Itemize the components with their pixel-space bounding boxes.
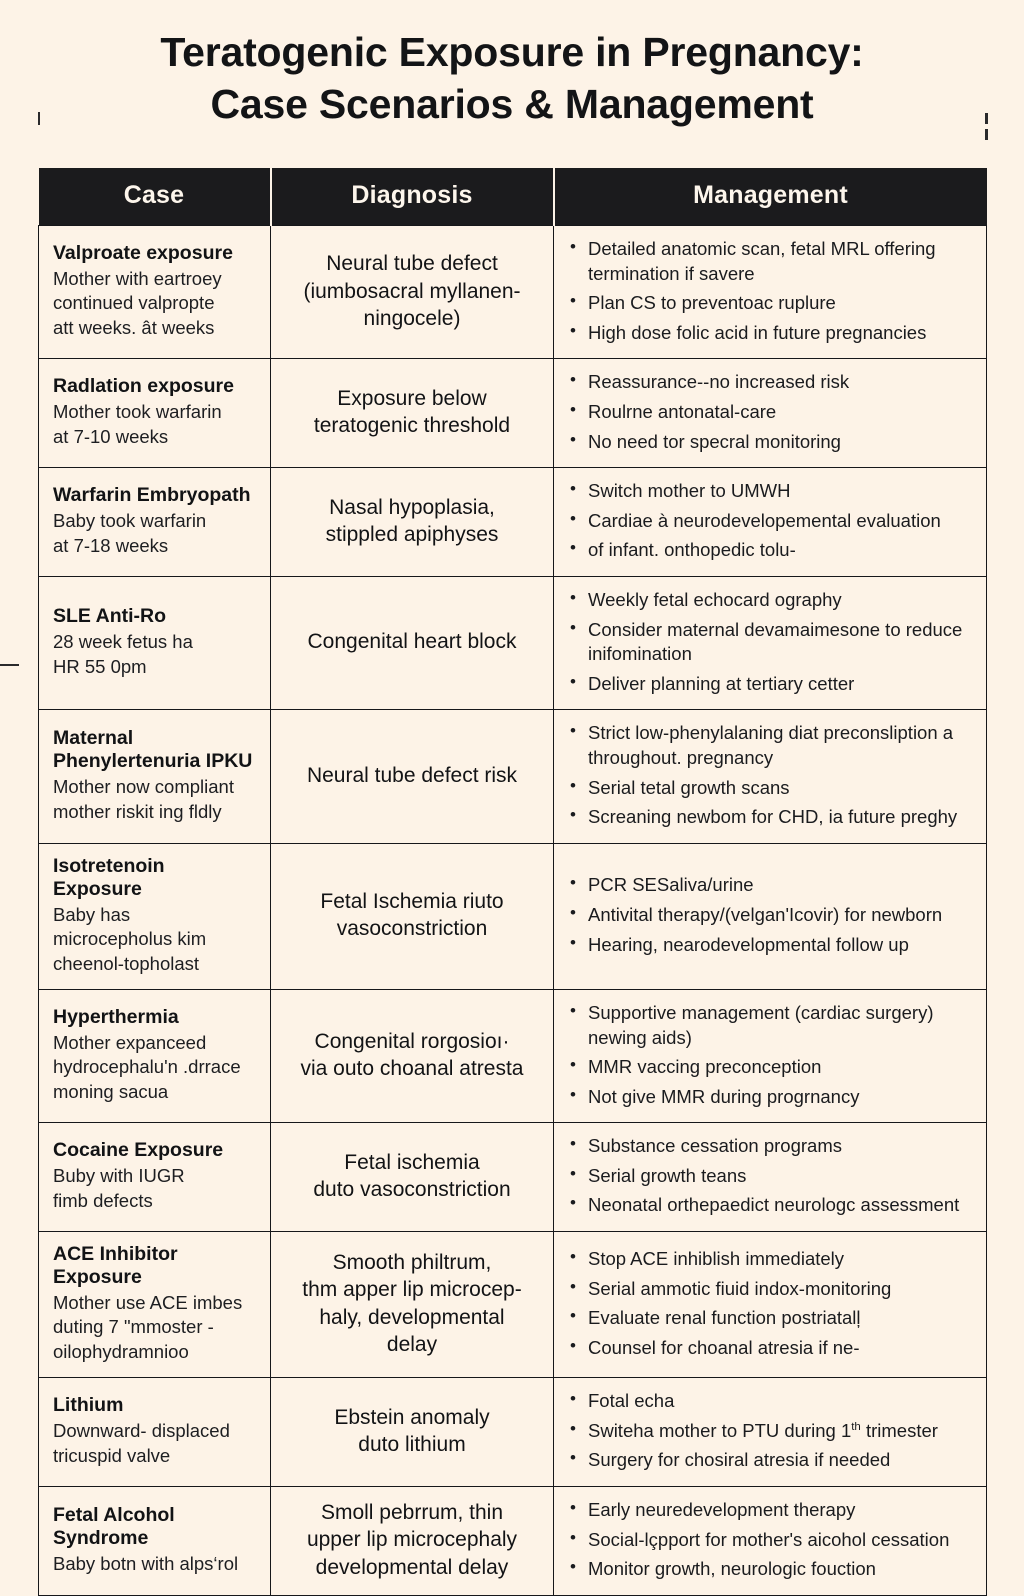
cell-management bbox=[554, 989, 987, 1122]
table-header bbox=[39, 168, 987, 226]
management-list bbox=[568, 237, 978, 345]
table-row bbox=[39, 226, 987, 359]
cell-case bbox=[39, 989, 271, 1122]
management-item: • Substance cessation programs bbox=[568, 1134, 978, 1159]
case-title: SLE Anti-Ro bbox=[53, 605, 167, 628]
table-row bbox=[39, 1232, 987, 1378]
management-item: • Reassurance--no increased risk bbox=[568, 370, 978, 395]
case-detail: 28 week fetus ha HR 55 0pm bbox=[53, 631, 193, 677]
cell-management bbox=[554, 1123, 987, 1232]
table-row bbox=[39, 843, 987, 989]
case-detail: Mother now compliant mother riskit ing fldly bbox=[53, 776, 234, 822]
diagnosis-text: Exposure below teratogenic threshold bbox=[313, 386, 511, 438]
management-item: • Fotal echa bbox=[568, 1389, 978, 1414]
diagnosis-text: Ebstein anomaly duto lithium bbox=[334, 1405, 490, 1457]
case-title: ACE Inhibitor Exposure bbox=[53, 1243, 178, 1289]
management-item: • Supportive management (cardiac surgery) newing aids) bbox=[568, 1001, 978, 1050]
management-item: • MMR vaccing preconception bbox=[568, 1055, 978, 1080]
column-header-management: Management bbox=[554, 168, 987, 226]
management-item: • Early neuredevelopment therapy bbox=[568, 1498, 978, 1523]
management-item: • Monitor growth, neurologic fouction bbox=[568, 1557, 978, 1582]
management-item: • Switch mother to UMWH bbox=[568, 479, 978, 504]
case-title: Cocaine Exposure bbox=[53, 1139, 224, 1162]
diagnosis-text: Fetal Ischemia riuto vasoconstriction bbox=[320, 890, 504, 941]
management-item: • Switeha mother to PTU during 1th trimester bbox=[568, 1419, 978, 1444]
teratogen-table bbox=[38, 168, 987, 1596]
cell-management bbox=[554, 1487, 987, 1596]
management-item: • Neonatal orthepaedict neurologc assessment bbox=[568, 1193, 978, 1218]
cell-management bbox=[554, 226, 987, 359]
cell-case bbox=[39, 576, 271, 709]
page-title-line-2: Case Scenarios & Management bbox=[210, 81, 814, 128]
management-list bbox=[568, 873, 978, 957]
management-item: • Serial growth teans bbox=[568, 1164, 978, 1189]
management-item: • PCR SESaliva/urine bbox=[568, 873, 978, 898]
case-detail: Mother with eartroey continued valpropte att weeks. ât weeks bbox=[53, 268, 222, 338]
diagnosis-text: Neural tube defect risk bbox=[306, 763, 518, 787]
cell-case bbox=[39, 1123, 271, 1232]
cell-diagnosis bbox=[271, 1123, 554, 1232]
management-item: • Cardiae à neurodevelopemental evaluation bbox=[568, 509, 978, 534]
cell-case bbox=[39, 710, 271, 843]
column-header-diagnosis: Diagnosis bbox=[271, 168, 554, 226]
scan-artifact-left-tick bbox=[38, 112, 40, 125]
management-item: • Stop ACE inhiblish immediately bbox=[568, 1247, 978, 1272]
cell-case bbox=[39, 843, 271, 989]
management-item: • No need tor specral monitoring bbox=[568, 430, 978, 455]
cell-case bbox=[39, 1487, 271, 1596]
management-item: • Roulrne antonatal-care bbox=[568, 400, 978, 425]
management-item: • High dose folic acid in future pregnancies bbox=[568, 321, 978, 346]
diagnosis-text: Congenital rorgosioı· via outo choanal atresta bbox=[300, 1029, 524, 1081]
management-item: • Deliver planning at tertiary cetter bbox=[568, 672, 978, 697]
cell-management bbox=[554, 576, 987, 709]
management-list bbox=[568, 588, 978, 696]
management-item: • Hearing, nearodevelopmental follow up bbox=[568, 933, 978, 958]
scan-artifact-left-dash bbox=[0, 664, 19, 666]
cell-diagnosis bbox=[271, 1232, 554, 1378]
management-item: • of infant. onthopedic tolu- bbox=[568, 538, 978, 563]
management-item: • Plan CS to preventoac ruplure bbox=[568, 291, 978, 316]
cell-diagnosis bbox=[271, 359, 554, 468]
page-title bbox=[0, 0, 1024, 145]
cell-management bbox=[554, 1232, 987, 1378]
case-title: Isotretenoin Exposure bbox=[53, 854, 165, 900]
table-row bbox=[39, 1378, 987, 1487]
management-item: • Serial ammotic fiuid indox-monitoring bbox=[568, 1277, 978, 1302]
diagnosis-text: Congenital heart block bbox=[307, 630, 517, 654]
cell-diagnosis bbox=[271, 710, 554, 843]
management-item: • Antivital therapy/(velgan'Icovir) for newborn bbox=[568, 903, 978, 928]
management-item: • Screaning newbom for CHD, ia future preghy bbox=[568, 805, 978, 830]
case-detail: Buby with IUGR fimb defects bbox=[53, 1165, 185, 1211]
case-title: Hyperthermia bbox=[53, 1005, 179, 1028]
management-list bbox=[568, 1134, 978, 1218]
table-row bbox=[39, 359, 987, 468]
scan-artifact-right-tick-1 bbox=[985, 113, 988, 124]
table-row bbox=[39, 989, 987, 1122]
case-detail: Baby botn with alps‘rol bbox=[53, 1552, 239, 1574]
management-item: • Social-lçpport for mother's aicohol cessation bbox=[568, 1528, 978, 1553]
table-row bbox=[39, 576, 987, 709]
diagnosis-text: Nasal hypoplasia, stippled apiphyses bbox=[325, 495, 499, 547]
cell-diagnosis bbox=[271, 1378, 554, 1487]
management-item: • Not give MMR during progrnancy bbox=[568, 1085, 978, 1110]
scan-artifact-right-tick-2 bbox=[985, 129, 988, 140]
cell-case bbox=[39, 1378, 271, 1487]
management-item: • Counsel for choanal atresia if ne- bbox=[568, 1336, 978, 1361]
cell-case bbox=[39, 1232, 271, 1378]
page-title-line-1: Teratogenic Exposure in Pregnancy: bbox=[160, 29, 864, 75]
case-detail: Baby took warfarin at 7-18 weeks bbox=[53, 510, 207, 556]
cell-diagnosis bbox=[271, 576, 554, 709]
cell-case bbox=[39, 359, 271, 468]
cell-case bbox=[39, 226, 271, 359]
case-title: Lithium bbox=[53, 1394, 124, 1417]
case-detail: Baby has microcepholus kim cheenol-topholast bbox=[53, 903, 207, 974]
cell-diagnosis bbox=[271, 843, 554, 989]
case-title: Maternal Phenylertenuria IPKU bbox=[53, 727, 253, 773]
management-list bbox=[568, 479, 978, 563]
management-list bbox=[568, 1247, 978, 1360]
cell-management bbox=[554, 1378, 987, 1487]
management-list bbox=[568, 1498, 978, 1582]
table-row bbox=[39, 468, 987, 577]
case-detail: Downward- displaced tricuspid valve bbox=[53, 1420, 230, 1466]
management-item: • Strict low-phenylalaning diat preconsliption a throughout. pregnancy bbox=[568, 721, 978, 770]
management-item: • Weekly fetal echocard ography bbox=[568, 588, 978, 613]
case-title: Warfarin Embryopath bbox=[53, 484, 251, 507]
cell-diagnosis bbox=[271, 989, 554, 1122]
cell-case bbox=[39, 468, 271, 577]
case-detail: Mother use ACE imbes duting 7 "mmoster - oilophydramnioo bbox=[53, 1292, 243, 1362]
case-detail: Mother took warfarin at 7-10 weeks bbox=[53, 401, 222, 447]
management-item: • Serial tetal growth scans bbox=[568, 776, 978, 801]
table-header-row bbox=[39, 168, 987, 226]
management-item: • Detailed anatomic scan, fetal MRL offering termination if savere bbox=[568, 237, 978, 286]
management-item: • Surgery for chosiral atresia if needed bbox=[568, 1448, 978, 1473]
table-row bbox=[39, 1487, 987, 1596]
cell-management bbox=[554, 468, 987, 577]
diagnosis-text: Smoll pebrrum, thin upper lip microcephaly developmental delay bbox=[306, 1501, 518, 1579]
table-body bbox=[39, 226, 987, 1596]
cell-diagnosis bbox=[271, 226, 554, 359]
management-list bbox=[568, 370, 978, 454]
teratogen-table-container bbox=[38, 168, 986, 1596]
diagnosis-text: Neural tube defect (iumbosacral myllanen- ningocele) bbox=[303, 252, 521, 330]
diagnosis-text: Smooth philtrum, thm apper lip microcep- haly, developmental delay bbox=[302, 1251, 522, 1356]
case-title: Valproate exposure bbox=[53, 242, 233, 265]
table-row bbox=[39, 1123, 987, 1232]
cell-diagnosis bbox=[271, 1487, 554, 1596]
case-detail: Mother expanceed hydrocephalu'n .drrace moning sacua bbox=[53, 1031, 241, 1102]
diagnosis-text: Fetal ischemia duto vasoconstriction bbox=[313, 1150, 511, 1202]
cell-management bbox=[554, 710, 987, 843]
cell-management bbox=[554, 359, 987, 468]
cell-diagnosis bbox=[271, 468, 554, 577]
table-row bbox=[39, 710, 987, 843]
management-list bbox=[568, 1389, 978, 1473]
management-list bbox=[568, 721, 978, 829]
case-title: Fetal Alcohol Syndrome bbox=[53, 1503, 175, 1549]
management-list bbox=[568, 1001, 978, 1109]
management-item: • Consider maternal devamaimesone to reduce inifomination bbox=[568, 618, 978, 667]
cell-management bbox=[554, 843, 987, 989]
case-title: Radlation exposure bbox=[53, 375, 234, 398]
management-item: • Evaluate renal function postriatalļ bbox=[568, 1306, 978, 1331]
column-header-case: Case bbox=[39, 168, 271, 226]
